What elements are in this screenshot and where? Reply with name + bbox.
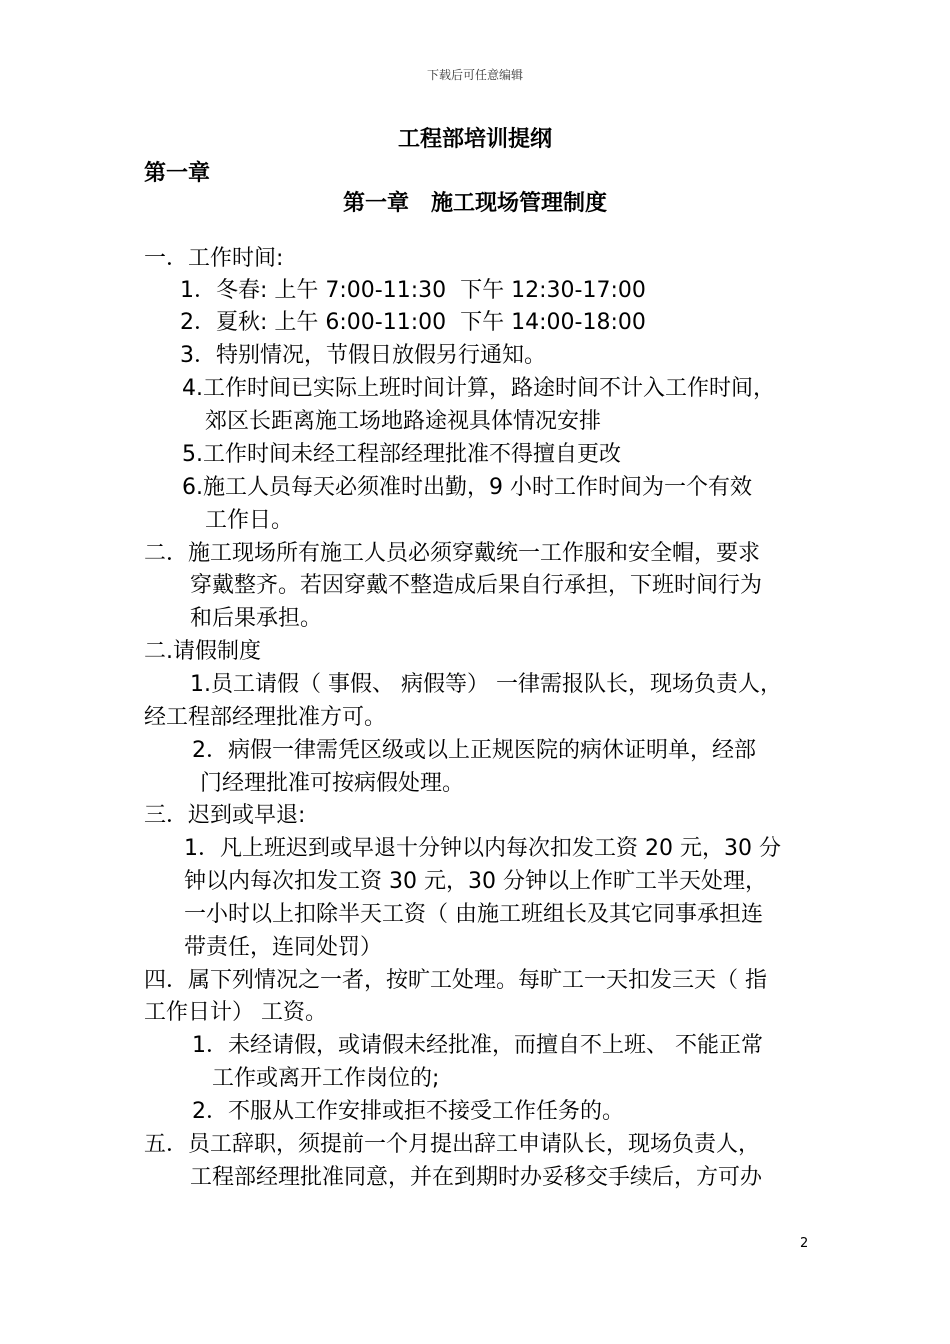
chapter-title: 第一章 施工现场管理制度 [342,191,607,216]
body-line: 二.请假制度 [144,639,261,664]
body-line: 钟以内每次扣发工资 30 元，30 分钟以上作旷工半天处理， [184,869,767,894]
body-line: 工作日计） 工资。 [144,1000,327,1025]
body-line: 3．特别情况，节假日放假另行通知。 [180,343,546,368]
body-line: 四．属下列情况之一者，按旷工处理。每旷工一天扣发三天（ 指 [144,968,767,993]
body-line: 1．凡上班迟到或早退十分钟以内每次扣发工资 20 元，30 分 [184,836,781,861]
body-line: 工作或离开工作岗位的; [212,1066,440,1091]
body-line: 1.员工请假（ 事假、 病假等） 一律需报队长，现场负责人， [190,672,782,697]
page-header: 下载后可任意编辑 [426,68,523,82]
body-line: 二．施工现场所有施工人员必须穿戴统一工作服和安全帽，要求 [144,541,761,566]
body-line: 一小时以上扣除半天工资（ 由施工班组长及其它同事承担连 [184,902,763,927]
body-line: 2．病假一律需凭区级或以上正规医院的病休证明单，经部 [192,738,756,763]
document-title: 工程部培训提纲 [397,127,552,152]
body-line: 五．员工辞职，须提前一个月提出辞工申请队长，现场负责人， [144,1132,761,1157]
body-line: 6.施工人员每天必须准时出勤，9 小时工作时间为一个有效 [182,475,752,500]
body-line: 工作日。 [205,508,294,533]
body-line: 4.工作时间已实际上班时间计算，路途时间不计入工作时间， [182,376,775,401]
body-line: 带责任，连同处罚） [184,935,383,960]
body-line: 1．未经请假，或请假未经批准，而擅自不上班、 不能正常 [192,1033,763,1058]
body-line: 2．不服从工作安排或拒不接受工作任务的。 [192,1099,624,1124]
body-line: 三．迟到或早退: [144,803,306,828]
body-line: 和后果承担。 [190,606,323,631]
page-number: 2 [800,1236,809,1251]
chapter-label: 第一章 [144,161,211,186]
body-line: 郊区长距离施工场地路途视具体情况安排 [205,409,602,434]
body-line: 工程部经理批准同意，并在到期时办妥移交手续后，方可办 [190,1165,763,1190]
body-line: 一．工作时间: [144,246,284,271]
body-line: 穿戴整齐。若因穿戴不整造成后果自行承担，下班时间行为 [190,573,763,598]
body-line: 1．冬春: 上午 7:00-11:30 下午 12:30-17:00 [180,278,646,303]
body-line: 门经理批准可按病假处理。 [200,771,465,796]
body-line: 5.工作时间未经工程部经理批准不得擅自更改 [182,442,621,467]
body-line: 2．夏秋: 上午 6:00-11:00 下午 14:00-18:00 [180,310,646,335]
body-line: 经工程部经理批准方可。 [144,705,387,730]
